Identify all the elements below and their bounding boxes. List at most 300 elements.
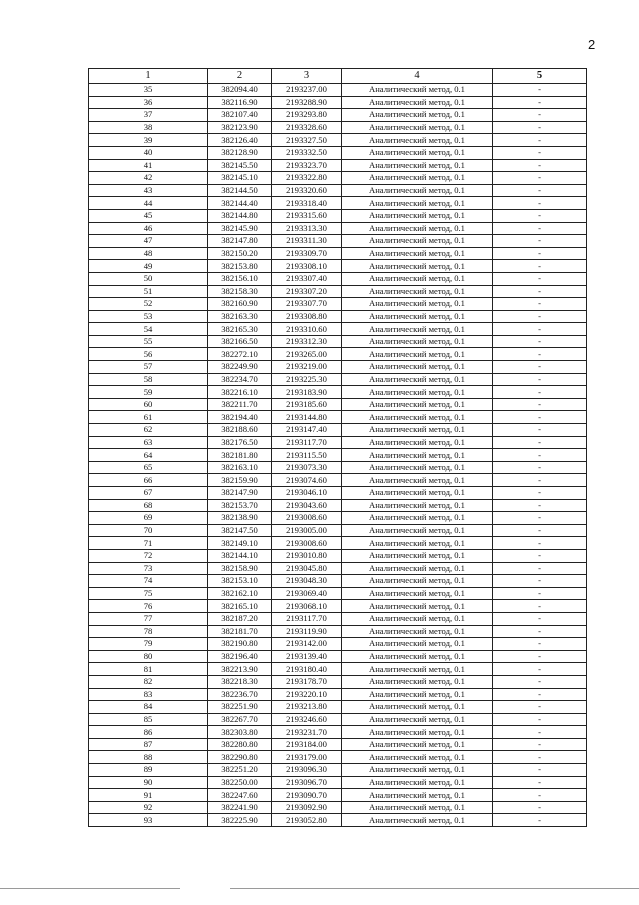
cell-method: Аналитический метод, 0.1: [342, 461, 493, 474]
cell-y-coordinate: 2193308.10: [272, 260, 342, 273]
table-row: [89, 184, 587, 197]
cell-method: Аналитический метод, 0.1: [342, 96, 493, 109]
footer-rule-left: [0, 888, 180, 889]
cell-point-number: 64: [89, 449, 208, 462]
cell-x-coordinate: 382236.70: [208, 688, 272, 701]
cell-y-coordinate: 2193328.60: [272, 121, 342, 134]
cell-point-number: 36: [89, 96, 208, 109]
cell-x-coordinate: 382250.00: [208, 776, 272, 789]
cell-x-coordinate: 382166.50: [208, 335, 272, 348]
cell-point-number: 48: [89, 247, 208, 260]
cell-method: Аналитический метод, 0.1: [342, 776, 493, 789]
cell-method: Аналитический метод, 0.1: [342, 499, 493, 512]
cell-point-number: 69: [89, 512, 208, 525]
cell-y-coordinate: 2193213.80: [272, 701, 342, 714]
cell-note: -: [493, 776, 587, 789]
cell-x-coordinate: 382144.40: [208, 197, 272, 210]
table-row: [89, 134, 587, 147]
cell-method: Аналитический метод, 0.1: [342, 612, 493, 625]
cell-y-coordinate: 2193311.30: [272, 235, 342, 248]
cell-x-coordinate: 382218.30: [208, 675, 272, 688]
cell-y-coordinate: 2193288.90: [272, 96, 342, 109]
cell-note: -: [493, 84, 587, 97]
cell-x-coordinate: 382247.60: [208, 789, 272, 802]
cell-x-coordinate: 382216.10: [208, 386, 272, 399]
cell-note: -: [493, 96, 587, 109]
cell-x-coordinate: 382162.10: [208, 587, 272, 600]
cell-point-number: 83: [89, 688, 208, 701]
cell-point-number: 39: [89, 134, 208, 147]
cell-note: -: [493, 424, 587, 437]
cell-note: -: [493, 109, 587, 122]
cell-y-coordinate: 2193179.00: [272, 751, 342, 764]
cell-y-coordinate: 2193220.10: [272, 688, 342, 701]
cell-point-number: 56: [89, 348, 208, 361]
table-row: [89, 487, 587, 500]
cell-x-coordinate: 382144.50: [208, 184, 272, 197]
cell-x-coordinate: 382128.90: [208, 146, 272, 159]
cell-y-coordinate: 2193046.10: [272, 487, 342, 500]
cell-x-coordinate: 382211.70: [208, 398, 272, 411]
cell-y-coordinate: 2193246.60: [272, 713, 342, 726]
table-row: [89, 512, 587, 525]
cell-x-coordinate: 382150.20: [208, 247, 272, 260]
cell-point-number: 43: [89, 184, 208, 197]
cell-method: Аналитический метод, 0.1: [342, 285, 493, 298]
cell-point-number: 57: [89, 361, 208, 374]
cell-method: Аналитический метод, 0.1: [342, 361, 493, 374]
header-col-2: 2: [208, 69, 272, 84]
table-header: [89, 69, 587, 84]
cell-method: Аналитический метод, 0.1: [342, 298, 493, 311]
table-row: [89, 436, 587, 449]
table-row: [89, 713, 587, 726]
cell-point-number: 74: [89, 575, 208, 588]
cell-y-coordinate: 2193307.70: [272, 298, 342, 311]
cell-point-number: 61: [89, 411, 208, 424]
cell-y-coordinate: 2193237.00: [272, 84, 342, 97]
cell-x-coordinate: 382249.90: [208, 361, 272, 374]
cell-point-number: 73: [89, 562, 208, 575]
cell-note: -: [493, 487, 587, 500]
cell-x-coordinate: 382147.80: [208, 235, 272, 248]
table-row: [89, 285, 587, 298]
cell-note: -: [493, 386, 587, 399]
cell-y-coordinate: 2193315.60: [272, 209, 342, 222]
cell-method: Аналитический метод, 0.1: [342, 184, 493, 197]
cell-point-number: 92: [89, 801, 208, 814]
cell-method: Аналитический метод, 0.1: [342, 650, 493, 663]
cell-method: Аналитический метод, 0.1: [342, 209, 493, 222]
table-row: [89, 222, 587, 235]
cell-y-coordinate: 2193008.60: [272, 512, 342, 525]
cell-x-coordinate: 382156.10: [208, 272, 272, 285]
cell-note: -: [493, 713, 587, 726]
cell-note: -: [493, 814, 587, 827]
cell-note: -: [493, 625, 587, 638]
cell-method: Аналитический метод, 0.1: [342, 398, 493, 411]
cell-y-coordinate: 2193225.30: [272, 373, 342, 386]
cell-method: Аналитический метод, 0.1: [342, 109, 493, 122]
cell-point-number: 89: [89, 764, 208, 777]
cell-note: -: [493, 726, 587, 739]
cell-note: -: [493, 260, 587, 273]
cell-method: Аналитический метод, 0.1: [342, 84, 493, 97]
cell-x-coordinate: 382126.40: [208, 134, 272, 147]
cell-y-coordinate: 2193309.70: [272, 247, 342, 260]
cell-point-number: 60: [89, 398, 208, 411]
cell-point-number: 66: [89, 474, 208, 487]
cell-y-coordinate: 2193312.30: [272, 335, 342, 348]
cell-point-number: 58: [89, 373, 208, 386]
cell-x-coordinate: 382116.90: [208, 96, 272, 109]
table-row: [89, 121, 587, 134]
cell-y-coordinate: 2193185.60: [272, 398, 342, 411]
table-row: [89, 575, 587, 588]
cell-note: -: [493, 474, 587, 487]
table-row: [89, 461, 587, 474]
cell-point-number: 46: [89, 222, 208, 235]
table-row: [89, 701, 587, 714]
cell-x-coordinate: 382181.80: [208, 449, 272, 462]
cell-y-coordinate: 2193005.00: [272, 524, 342, 537]
cell-point-number: 35: [89, 84, 208, 97]
cell-method: Аналитический метод, 0.1: [342, 235, 493, 248]
cell-note: -: [493, 512, 587, 525]
cell-note: -: [493, 272, 587, 285]
cell-point-number: 54: [89, 323, 208, 336]
table-row: [89, 663, 587, 676]
cell-point-number: 88: [89, 751, 208, 764]
page-number: 2: [588, 37, 596, 52]
cell-note: -: [493, 537, 587, 550]
table-row: [89, 172, 587, 185]
cell-point-number: 47: [89, 235, 208, 248]
cell-note: -: [493, 663, 587, 676]
cell-note: -: [493, 638, 587, 651]
cell-method: Аналитический метод, 0.1: [342, 373, 493, 386]
cell-x-coordinate: 382225.90: [208, 814, 272, 827]
cell-x-coordinate: 382176.50: [208, 436, 272, 449]
cell-method: Аналитический метод, 0.1: [342, 260, 493, 273]
cell-x-coordinate: 382145.10: [208, 172, 272, 185]
table-row: [89, 650, 587, 663]
cell-point-number: 44: [89, 197, 208, 210]
cell-note: -: [493, 499, 587, 512]
cell-note: -: [493, 688, 587, 701]
cell-x-coordinate: 382147.90: [208, 487, 272, 500]
cell-point-number: 76: [89, 600, 208, 613]
header-col-3: 3: [272, 69, 342, 84]
cell-method: Аналитический метод, 0.1: [342, 134, 493, 147]
cell-x-coordinate: 382251.20: [208, 764, 272, 777]
cell-method: Аналитический метод, 0.1: [342, 751, 493, 764]
cell-point-number: 68: [89, 499, 208, 512]
cell-note: -: [493, 285, 587, 298]
cell-y-coordinate: 2193332.50: [272, 146, 342, 159]
cell-note: -: [493, 247, 587, 260]
cell-method: Аналитический метод, 0.1: [342, 549, 493, 562]
table-row: [89, 272, 587, 285]
cell-method: Аналитический метод, 0.1: [342, 713, 493, 726]
cell-y-coordinate: 2193115.50: [272, 449, 342, 462]
cell-point-number: 62: [89, 424, 208, 437]
cell-x-coordinate: 382160.90: [208, 298, 272, 311]
table-row: [89, 675, 587, 688]
cell-y-coordinate: 2193293.80: [272, 109, 342, 122]
table-row: [89, 96, 587, 109]
table-row: [89, 726, 587, 739]
table-row: [89, 361, 587, 374]
cell-point-number: 53: [89, 310, 208, 323]
cell-note: -: [493, 675, 587, 688]
cell-y-coordinate: 2193008.60: [272, 537, 342, 550]
cell-x-coordinate: 382280.80: [208, 738, 272, 751]
cell-point-number: 37: [89, 109, 208, 122]
cell-x-coordinate: 382145.50: [208, 159, 272, 172]
cell-point-number: 63: [89, 436, 208, 449]
cell-note: -: [493, 298, 587, 311]
cell-method: Аналитический метод, 0.1: [342, 222, 493, 235]
cell-method: Аналитический метод, 0.1: [342, 386, 493, 399]
cell-y-coordinate: 2193147.40: [272, 424, 342, 437]
table-row: [89, 323, 587, 336]
cell-point-number: 67: [89, 487, 208, 500]
cell-note: -: [493, 650, 587, 663]
cell-method: Аналитический метод, 0.1: [342, 449, 493, 462]
cell-note: -: [493, 612, 587, 625]
cell-y-coordinate: 2193265.00: [272, 348, 342, 361]
table-row: [89, 801, 587, 814]
table-row: [89, 373, 587, 386]
cell-point-number: 87: [89, 738, 208, 751]
cell-x-coordinate: 382158.90: [208, 562, 272, 575]
cell-method: Аналитический метод, 0.1: [342, 688, 493, 701]
table-row: [89, 638, 587, 651]
cell-point-number: 75: [89, 587, 208, 600]
cell-method: Аналитический метод, 0.1: [342, 310, 493, 323]
cell-method: Аналитический метод, 0.1: [342, 638, 493, 651]
cell-point-number: 78: [89, 625, 208, 638]
cell-y-coordinate: 2193320.60: [272, 184, 342, 197]
cell-point-number: 50: [89, 272, 208, 285]
table-row: [89, 625, 587, 638]
header-row: [89, 69, 587, 84]
table-row: [89, 146, 587, 159]
cell-x-coordinate: 382303.80: [208, 726, 272, 739]
cell-y-coordinate: 2193045.80: [272, 562, 342, 575]
cell-y-coordinate: 2193139.40: [272, 650, 342, 663]
cell-x-coordinate: 382144.10: [208, 549, 272, 562]
cell-method: Аналитический метод, 0.1: [342, 247, 493, 260]
cell-note: -: [493, 121, 587, 134]
cell-point-number: 55: [89, 335, 208, 348]
table-row: [89, 738, 587, 751]
cell-method: Аналитический метод, 0.1: [342, 411, 493, 424]
cell-note: -: [493, 172, 587, 185]
cell-method: Аналитический метод, 0.1: [342, 424, 493, 437]
cell-x-coordinate: 382094.40: [208, 84, 272, 97]
table-row: [89, 197, 587, 210]
table-row: [89, 587, 587, 600]
cell-method: Аналитический метод, 0.1: [342, 121, 493, 134]
cell-method: Аналитический метод, 0.1: [342, 814, 493, 827]
cell-point-number: 85: [89, 713, 208, 726]
cell-y-coordinate: 2193307.20: [272, 285, 342, 298]
cell-y-coordinate: 2193117.70: [272, 436, 342, 449]
cell-method: Аналитический метод, 0.1: [342, 335, 493, 348]
cell-method: Аналитический метод, 0.1: [342, 701, 493, 714]
cell-note: -: [493, 159, 587, 172]
cell-x-coordinate: 382290.80: [208, 751, 272, 764]
cell-point-number: 42: [89, 172, 208, 185]
cell-x-coordinate: 382153.70: [208, 499, 272, 512]
cell-y-coordinate: 2193310.60: [272, 323, 342, 336]
table-row: [89, 386, 587, 399]
header-col-5: 5: [493, 69, 587, 84]
cell-method: Аналитический метод, 0.1: [342, 272, 493, 285]
cell-y-coordinate: 2193318.40: [272, 197, 342, 210]
cell-note: -: [493, 361, 587, 374]
table-row: [89, 688, 587, 701]
cell-method: Аналитический метод, 0.1: [342, 474, 493, 487]
cell-point-number: 70: [89, 524, 208, 537]
cell-x-coordinate: 382267.70: [208, 713, 272, 726]
cell-y-coordinate: 2193184.00: [272, 738, 342, 751]
cell-method: Аналитический метод, 0.1: [342, 436, 493, 449]
cell-x-coordinate: 382163.30: [208, 310, 272, 323]
cell-x-coordinate: 382190.80: [208, 638, 272, 651]
table-row: [89, 764, 587, 777]
table-row: [89, 751, 587, 764]
cell-y-coordinate: 2193322.80: [272, 172, 342, 185]
cell-note: -: [493, 209, 587, 222]
cell-note: -: [493, 310, 587, 323]
cell-y-coordinate: 2193048.30: [272, 575, 342, 588]
cell-method: Аналитический метод, 0.1: [342, 789, 493, 802]
header-col-4: 4: [342, 69, 493, 84]
cell-method: Аналитический метод, 0.1: [342, 537, 493, 550]
cell-point-number: 65: [89, 461, 208, 474]
cell-x-coordinate: 382251.90: [208, 701, 272, 714]
cell-method: Аналитический метод, 0.1: [342, 172, 493, 185]
cell-note: -: [493, 449, 587, 462]
cell-point-number: 51: [89, 285, 208, 298]
cell-note: -: [493, 587, 587, 600]
table-row: [89, 411, 587, 424]
cell-method: Аналитический метод, 0.1: [342, 197, 493, 210]
cell-note: -: [493, 323, 587, 336]
table-row: [89, 298, 587, 311]
cell-y-coordinate: 2193119.90: [272, 625, 342, 638]
cell-y-coordinate: 2193323.70: [272, 159, 342, 172]
table-row: [89, 814, 587, 827]
cell-point-number: 45: [89, 209, 208, 222]
cell-point-number: 82: [89, 675, 208, 688]
cell-y-coordinate: 2193068.10: [272, 600, 342, 613]
cell-y-coordinate: 2193178.70: [272, 675, 342, 688]
cell-point-number: 59: [89, 386, 208, 399]
cell-point-number: 40: [89, 146, 208, 159]
cell-x-coordinate: 382272.10: [208, 348, 272, 361]
coordinates-table: [88, 68, 587, 827]
table-row: [89, 109, 587, 122]
cell-x-coordinate: 382144.80: [208, 209, 272, 222]
cell-x-coordinate: 382165.10: [208, 600, 272, 613]
cell-x-coordinate: 382165.30: [208, 323, 272, 336]
cell-x-coordinate: 382149.10: [208, 537, 272, 550]
cell-method: Аналитический метод, 0.1: [342, 625, 493, 638]
cell-y-coordinate: 2193074.60: [272, 474, 342, 487]
cell-y-coordinate: 2193096.30: [272, 764, 342, 777]
cell-method: Аналитический метод, 0.1: [342, 159, 493, 172]
cell-y-coordinate: 2193180.40: [272, 663, 342, 676]
cell-x-coordinate: 382159.90: [208, 474, 272, 487]
cell-note: -: [493, 600, 587, 613]
cell-note: -: [493, 701, 587, 714]
table-row: [89, 789, 587, 802]
cell-note: -: [493, 134, 587, 147]
cell-method: Аналитический метод, 0.1: [342, 801, 493, 814]
cell-method: Аналитический метод, 0.1: [342, 575, 493, 588]
cell-x-coordinate: 382107.40: [208, 109, 272, 122]
cell-method: Аналитический метод, 0.1: [342, 663, 493, 676]
cell-method: Аналитический метод, 0.1: [342, 562, 493, 575]
cell-note: -: [493, 801, 587, 814]
cell-x-coordinate: 382138.90: [208, 512, 272, 525]
cell-method: Аналитический метод, 0.1: [342, 487, 493, 500]
table-row: [89, 549, 587, 562]
cell-note: -: [493, 335, 587, 348]
cell-point-number: 41: [89, 159, 208, 172]
cell-method: Аналитический метод, 0.1: [342, 764, 493, 777]
cell-x-coordinate: 382153.10: [208, 575, 272, 588]
cell-method: Аналитический метод, 0.1: [342, 726, 493, 739]
cell-y-coordinate: 2193308.80: [272, 310, 342, 323]
cell-x-coordinate: 382147.50: [208, 524, 272, 537]
cell-point-number: 77: [89, 612, 208, 625]
cell-x-coordinate: 382213.90: [208, 663, 272, 676]
cell-y-coordinate: 2193073.30: [272, 461, 342, 474]
cell-x-coordinate: 382181.70: [208, 625, 272, 638]
table-row: [89, 449, 587, 462]
footer-rule-right: [230, 888, 639, 889]
cell-note: -: [493, 411, 587, 424]
cell-method: Аналитический метод, 0.1: [342, 323, 493, 336]
cell-x-coordinate: 382194.40: [208, 411, 272, 424]
cell-x-coordinate: 382153.80: [208, 260, 272, 273]
cell-y-coordinate: 2193117.70: [272, 612, 342, 625]
cell-point-number: 79: [89, 638, 208, 651]
cell-method: Аналитический метод, 0.1: [342, 587, 493, 600]
cell-method: Аналитический метод, 0.1: [342, 146, 493, 159]
cell-method: Аналитический метод, 0.1: [342, 600, 493, 613]
cell-point-number: 93: [89, 814, 208, 827]
table-row: [89, 600, 587, 613]
table-row: [89, 499, 587, 512]
cell-x-coordinate: 382145.90: [208, 222, 272, 235]
cell-method: Аналитический метод, 0.1: [342, 675, 493, 688]
cell-note: -: [493, 751, 587, 764]
table-row: [89, 398, 587, 411]
cell-note: -: [493, 549, 587, 562]
cell-note: -: [493, 764, 587, 777]
cell-method: Аналитический метод, 0.1: [342, 512, 493, 525]
cell-y-coordinate: 2193096.70: [272, 776, 342, 789]
cell-point-number: 71: [89, 537, 208, 550]
cell-y-coordinate: 2193052.80: [272, 814, 342, 827]
cell-method: Аналитический метод, 0.1: [342, 738, 493, 751]
